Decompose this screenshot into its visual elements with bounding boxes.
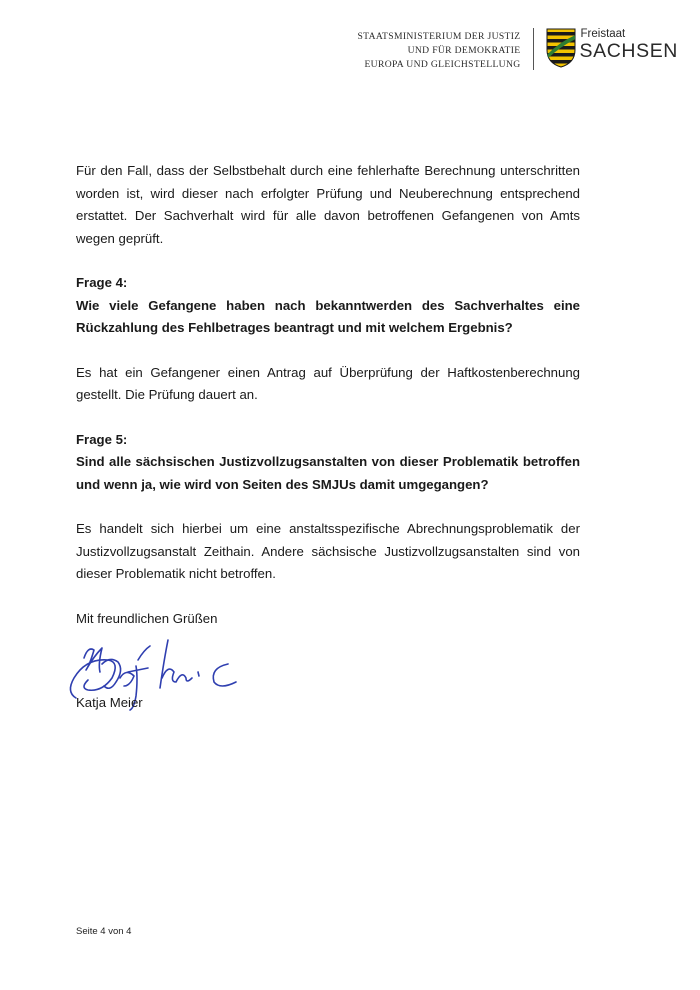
letterhead (357, 28, 678, 72)
brand-small-text: Freistaat (580, 28, 626, 40)
freistaat-sachsen-logo (580, 28, 678, 61)
saxony-crest-icon (546, 28, 576, 68)
question-4-text: Wie viele Gefangene haben nach bekanntwerden des Sachverhaltes eine Rückzahlung des Fehlbetrages beantragt und mit welchem Ergebnis? (76, 297, 580, 335)
header-divider (533, 28, 534, 70)
page-number: Seite 4 von 4 (76, 926, 132, 937)
answer-5: Es handelt sich hierbei um eine anstaltsspezifische Abrechnungsproblematik der Justizvollzugsanstalt Zeithain. Andere sächsische Justizvollzugsanstalten sind von dieser Problematik nicht betroffen. (76, 521, 580, 581)
question-4-label: Frage 4: (76, 275, 128, 290)
question-5-label: Frage 5: (76, 431, 128, 447)
brand-big-text: SACHSEN (579, 39, 678, 62)
answer-4: Es hat ein Gefangener einen Antrag auf Überprüfung der Haftkostenberechnung gestellt. Die Prüfung dauert an. (76, 364, 580, 402)
question-5-text: Sind alle sächsischen Justizvollzugsanstalten von dieser Problematik betroffen und wenn ja, wie wird von Seiten des SMJUs damit umgegangen? (76, 454, 580, 492)
letter-body (76, 160, 580, 710)
closing-greeting: Mit freundlichen Grüßen (76, 610, 218, 626)
ministry-line-2: UND FÜR DEMOKRATIE (407, 45, 521, 56)
ministry-name (357, 30, 520, 72)
paragraph-selbstbehalt: Für den Fall, dass der Selbstbehalt durch eine fehlerhafte Berechnung unterschritten worden ist, wird dieser nach erfolgter Prüfung und Neuberechnung entsprechend erstattet. Der Sachverhalt wird für alle davon betroffenen Gefangenen von Amts wegen geprüft. (76, 163, 580, 246)
ministry-line-1: STAATSMINISTERIUM DER JUSTIZ (357, 31, 521, 42)
ministry-line-3: EUROPA UND GLEICHSTELLUNG (364, 59, 521, 70)
signature-block (76, 630, 580, 710)
signer-name: Katja Meier (76, 695, 143, 710)
